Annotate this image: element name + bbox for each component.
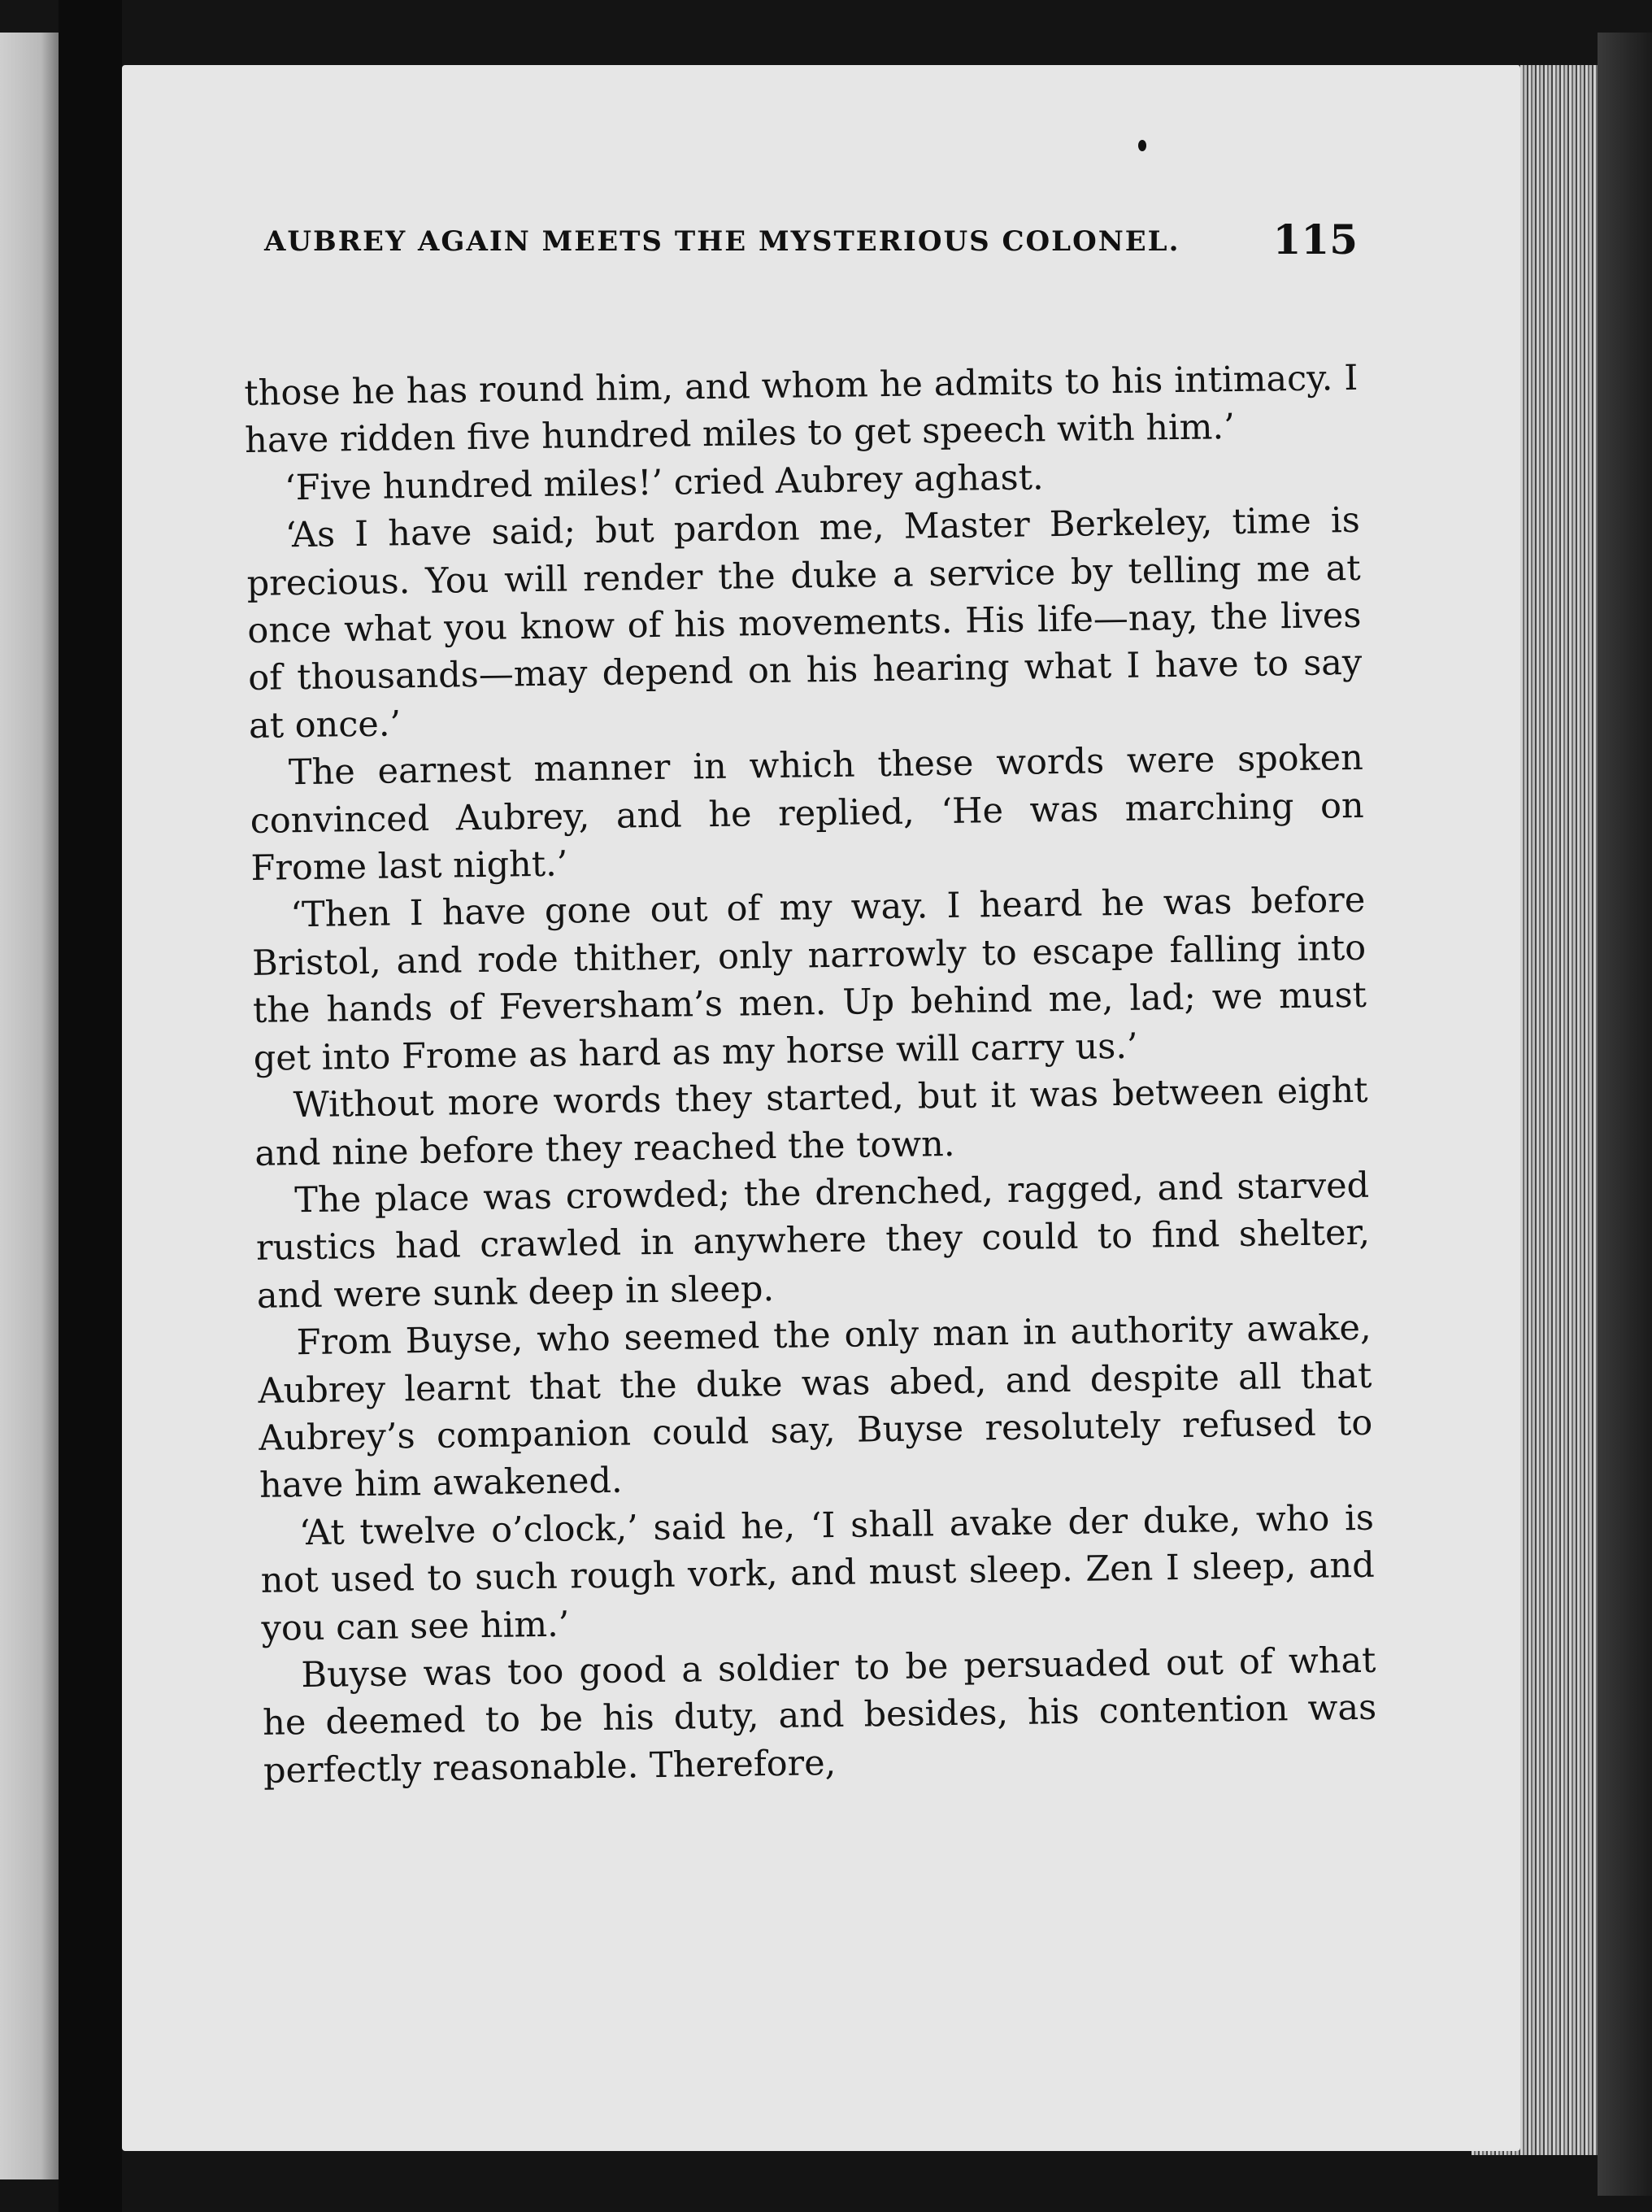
body-text (244, 355, 1377, 1795)
paragraph: ‘Then I have gone out of my way. I heard he was before Bristol, and rode thither, only narrowly to escape falling into the hands of Feversham’s men. Up behind me, lad; we must get into Frome as hard as my horse will carry us.’ (251, 880, 1367, 1079)
previous-page-edge (0, 33, 59, 2179)
cover-edge (1598, 33, 1652, 2196)
paragraph: ‘As I have said; but pardon me, Master Berkeley, time is precious. You will render the duke a service by telling me at once what you know of his movements. His life—nay, the lives of thousands—may depend on his hearing what I have to say at once.’ (246, 500, 1363, 747)
book-page (122, 65, 1520, 2151)
paragraph: Buyse was too good a soldier to be persuaded out of what he deemed to be his duty, and besides, his contention was perfectly reasonable. Therefore, (262, 1639, 1377, 1792)
ink-speck (1138, 140, 1146, 151)
paragraph: Without more words they started, but it was between eight and nine before they reached the town. (254, 1069, 1368, 1174)
paragraph: The earnest manner in which these words were spoken convinced Aubrey, and he replied, ‘He was marching on Frome last night.’ (250, 738, 1364, 890)
paragraph: From Buyse, who seemed the only man in authority awake, Aubrey learnt that the duke was abed, and despite all that Aubrey’s companion could say, Buyse resolutely refused to have him awakened. (258, 1307, 1373, 1507)
paragraph: those he has round him, and whom he admits to his intimacy. I have ridden five hundred miles to get speech with him.’ (244, 357, 1359, 462)
book-gutter (59, 0, 122, 2212)
page-number: 115 (1272, 216, 1358, 263)
running-head (264, 216, 1358, 289)
running-head-title: AUBREY AGAIN MEETS THE MYSTERIOUS COLONEL. (264, 225, 1180, 258)
paragraph: The place was crowded; the drenched, ragged, and starved rustics had crawled in anywhere they could to find shelter, and were sunk deep in sleep. (255, 1165, 1371, 1317)
paragraph: ‘Five hundred miles!’ cried Aubrey aghast. (284, 457, 1044, 509)
paragraph: ‘At twelve o’clock,’ said he, ‘I shall avake der duke, who is not used to such rough vork, and must sleep. Zen I sleep, and you can see him.’ (260, 1497, 1376, 1649)
